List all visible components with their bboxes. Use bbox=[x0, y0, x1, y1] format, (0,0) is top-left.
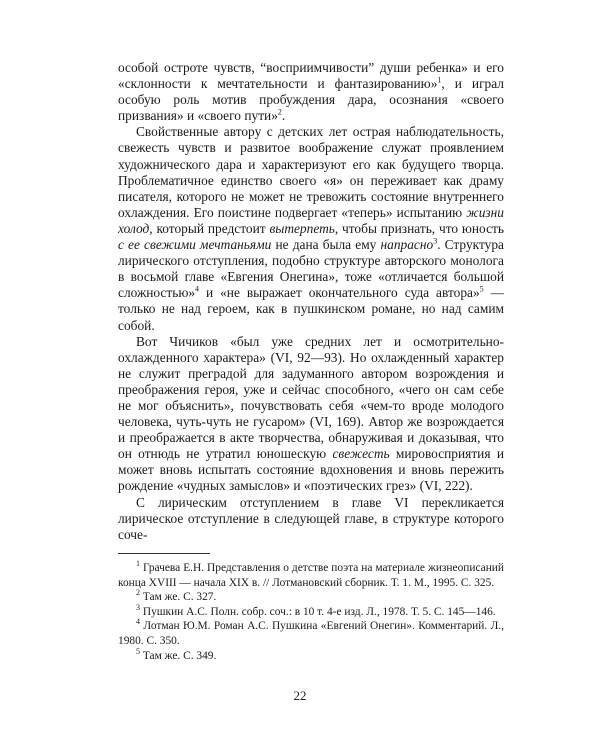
footnote-1 bbox=[118, 561, 504, 590]
text-run: и «не выражает окончательного суда автора» bbox=[199, 285, 480, 301]
footnote-ref-5: 5 bbox=[479, 284, 484, 294]
main-text bbox=[118, 60, 504, 543]
footnote-ref-2: 2 bbox=[277, 107, 282, 117]
footnotes bbox=[118, 561, 504, 663]
footnote-text: Лотман Ю.М. Роман А.С. Пушкина «Евгений Онегин». Комментарий. Л., 1980. С. 350. bbox=[118, 620, 504, 647]
footnote-ref-4: 4 bbox=[195, 284, 200, 294]
footnote-number: 2 bbox=[136, 588, 140, 598]
paragraph-1 bbox=[118, 60, 504, 124]
footnote-divider bbox=[118, 553, 210, 554]
emphasis: свежесть bbox=[332, 446, 390, 462]
text-run: — только не над героем, как в пушкинском романе, но над самим собой. bbox=[118, 285, 504, 333]
text-run: особой остроте чувств, “восприимчивости” души ребенка» и его «склонности к мечтательности и фантазированию» bbox=[118, 60, 504, 92]
paragraph-3 bbox=[118, 334, 504, 495]
text-run: , который предстоит bbox=[149, 220, 270, 236]
paragraph-2 bbox=[118, 124, 504, 333]
footnote-ref-3: 3 bbox=[433, 236, 438, 246]
text-run: Свойственные автору с детских лет острая наблюдательность, свежесть чувств и развитое воображение служат проявлением художнического дара и характеризуют его как будущего творца. Проблематичное единство своего «я» он переживает как драму писателя, которого не может не тревожить состояние внутреннего охлаждения. Его поистине подвергает «теперь» испытанию bbox=[118, 124, 504, 220]
emphasis: напрасно bbox=[380, 237, 434, 253]
footnote-text: Грачева Е.Н. Представления о детстве поэта на материале жизнеописаний конца XVIII — начала XIX в. // Лотмановский сборник. Т. 1. М., 1995. С. 325. bbox=[118, 562, 504, 589]
text-run: . bbox=[281, 108, 286, 124]
text-run: , и играл особую роль мотив пробуждения дара, осознания «своего призвания» и «своего пути» bbox=[118, 76, 504, 124]
emphasis: вытерпеть bbox=[269, 220, 335, 236]
footnote-number: 3 bbox=[136, 602, 140, 612]
footnote-3 bbox=[118, 602, 504, 620]
footnote-5 bbox=[118, 646, 504, 664]
footnote-number: 5 bbox=[136, 646, 140, 656]
text-run: . Структура лирического отступления, подобно структуре авторского монолога в восьмой главе «Евгения Онегина», тоже «отличается большой сложностью» bbox=[118, 237, 504, 301]
page-number: 22 bbox=[293, 688, 307, 703]
emphasis: жизни холод bbox=[118, 204, 504, 236]
footnote-text: Там же. С. 349. bbox=[142, 649, 217, 662]
emphasis: с ее свежими мечтаньями bbox=[118, 237, 272, 253]
text-run: не дана была ему bbox=[271, 237, 381, 253]
footnote-number: 1 bbox=[136, 559, 140, 569]
footnote-text: Пушкин А.С. Полн. собр. соч.: в 10 т. 4-е изд. Л., 1978. Т. 5. С. 145—146. bbox=[142, 605, 496, 618]
footnote-4 bbox=[118, 619, 504, 648]
text-run: мировосприятия и может вновь испытать состояние вдохновения и вновь пережить рождение «чудных замыслов» и «поэтических грез» (VI, 222). bbox=[118, 446, 504, 494]
footnote-ref-1: 1 bbox=[437, 75, 442, 85]
text-run: Вот Чичиков «был уже средних лет и осмотрительно-охлажденного характера» (VI, 92—93). Но охлажденный характер не служит преградой для задуманного автором возрождения и преображения героя, уже и сейчас способного, «чего он сам себе не мог объяснить», почувствовать себя «чем-то вроде молодого человека, чуть-чуть не гусаром» (VI, 169). Автор же возрождается и преображается в акте творчества, обнаруживая и доказывая, что он отнюдь не утратил юношескую bbox=[118, 333, 504, 462]
footnote-2 bbox=[118, 590, 504, 605]
text-run: С лирическим отступлением в главе VI перекликается лирическое отступление в следующей главе, в структуре которого соче- bbox=[118, 494, 504, 542]
footnote-text: Там же. С. 327. bbox=[142, 591, 217, 604]
paragraph-4 bbox=[118, 495, 504, 543]
text-run: , чтобы признать, что юность bbox=[334, 220, 504, 236]
footnote-number: 4 bbox=[136, 617, 140, 627]
